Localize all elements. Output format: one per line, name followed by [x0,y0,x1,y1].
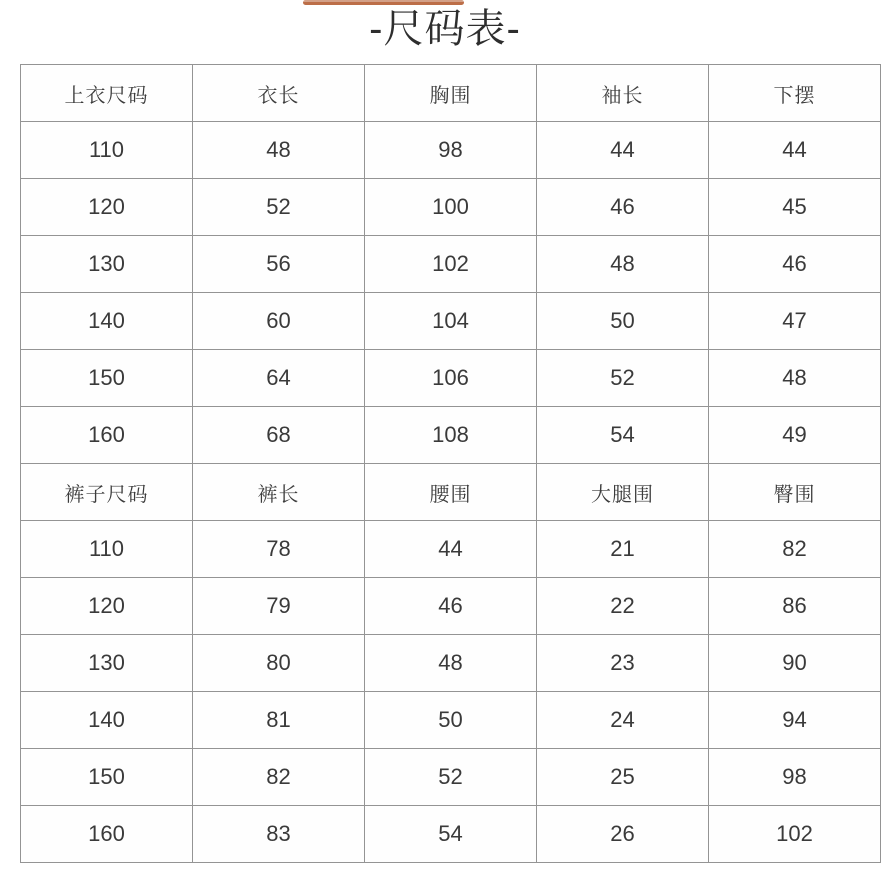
size-value-cell: 94 [709,692,881,749]
size-label-cell: 140 [21,692,193,749]
size-chart-table-body [21,65,881,863]
size-value-cell: 90 [709,635,881,692]
size-label-cell: 120 [21,179,193,236]
size-value-cell: 46 [537,179,709,236]
size-label-cell: 130 [21,635,193,692]
column-header: 上衣尺码 [21,65,193,122]
size-label-cell: 130 [21,236,193,293]
size-value-cell: 22 [537,578,709,635]
size-value-cell: 56 [193,236,365,293]
size-value-cell: 54 [365,806,537,863]
size-value-cell: 102 [365,236,537,293]
size-label-cell: 140 [21,293,193,350]
table-row [21,749,881,806]
size-value-cell: 48 [537,236,709,293]
size-value-cell: 23 [537,635,709,692]
table-row [21,236,881,293]
size-value-cell: 102 [709,806,881,863]
size-value-cell: 49 [709,407,881,464]
table-row [21,692,881,749]
size-value-cell: 26 [537,806,709,863]
table-row [21,179,881,236]
column-header: 下摆 [709,65,881,122]
column-header: 裤子尺码 [21,464,193,521]
size-value-cell: 78 [193,521,365,578]
header-row-section-1 [21,65,881,122]
column-header: 裤长 [193,464,365,521]
size-label-cell: 160 [21,806,193,863]
size-value-cell: 98 [365,122,537,179]
size-value-cell: 44 [365,521,537,578]
size-value-cell: 52 [365,749,537,806]
page-title: -尺码表- [369,7,521,51]
table-row [21,578,881,635]
column-header: 臀围 [709,464,881,521]
table-row [21,407,881,464]
size-label-cell: 150 [21,749,193,806]
size-value-cell: 68 [193,407,365,464]
column-header: 大腿围 [537,464,709,521]
size-value-cell: 44 [709,122,881,179]
size-value-cell: 48 [365,635,537,692]
header-row-section-2 [21,464,881,521]
size-value-cell: 82 [193,749,365,806]
size-value-cell: 46 [709,236,881,293]
table-row [21,293,881,350]
decorative-accent-line [303,0,464,5]
size-value-cell: 81 [193,692,365,749]
size-value-cell: 24 [537,692,709,749]
size-value-cell: 98 [709,749,881,806]
column-header: 衣长 [193,65,365,122]
size-value-cell: 21 [537,521,709,578]
table-row [21,806,881,863]
size-chart-table [20,64,881,863]
size-value-cell: 108 [365,407,537,464]
size-value-cell: 79 [193,578,365,635]
size-value-cell: 104 [365,293,537,350]
column-header: 腰围 [365,464,537,521]
size-value-cell: 50 [365,692,537,749]
size-value-cell: 82 [709,521,881,578]
size-value-cell: 50 [537,293,709,350]
size-value-cell: 46 [365,578,537,635]
size-value-cell: 52 [193,179,365,236]
column-header: 袖长 [537,65,709,122]
size-label-cell: 160 [21,407,193,464]
size-label-cell: 110 [21,521,193,578]
size-value-cell: 47 [709,293,881,350]
size-label-cell: 120 [21,578,193,635]
size-label-cell: 110 [21,122,193,179]
size-label-cell: 150 [21,350,193,407]
size-value-cell: 48 [193,122,365,179]
size-value-cell: 45 [709,179,881,236]
size-value-cell: 100 [365,179,537,236]
size-value-cell: 60 [193,293,365,350]
size-value-cell: 106 [365,350,537,407]
size-value-cell: 52 [537,350,709,407]
size-value-cell: 80 [193,635,365,692]
column-header: 胸围 [365,65,537,122]
size-value-cell: 54 [537,407,709,464]
size-value-cell: 48 [709,350,881,407]
size-value-cell: 44 [537,122,709,179]
table-row [21,521,881,578]
table-row [21,122,881,179]
size-value-cell: 25 [537,749,709,806]
table-row [21,350,881,407]
table-row [21,635,881,692]
size-value-cell: 64 [193,350,365,407]
size-value-cell: 83 [193,806,365,863]
size-value-cell: 86 [709,578,881,635]
